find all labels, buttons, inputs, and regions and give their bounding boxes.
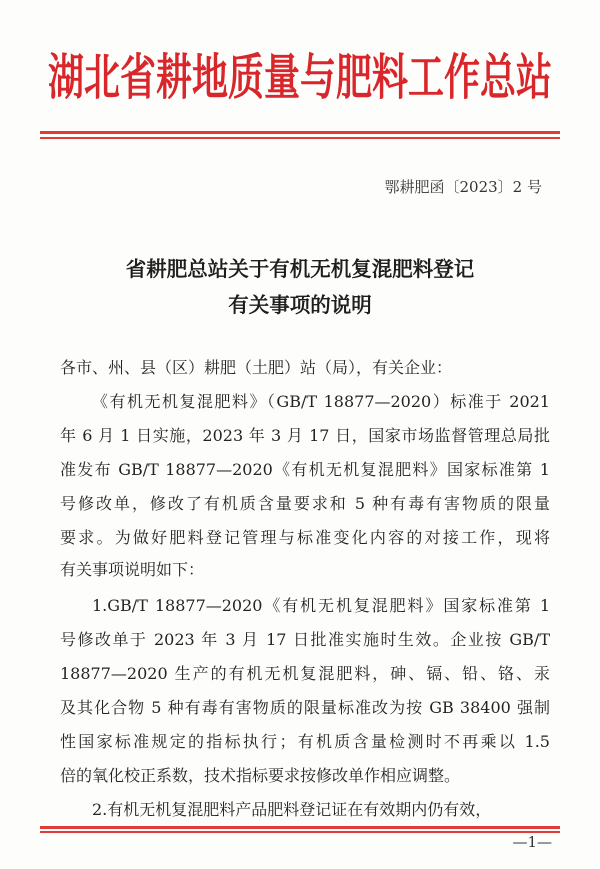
- organization-header: 湖北省耕地质量与肥料工作总站: [47, 50, 552, 107]
- paragraph-3-line: 2.有机无机复混肥料产品肥料登记证在有效期内仍有效，: [92, 800, 492, 819]
- paragraph-1-line: 年 6 月 1 日实施，2023 年 3 月 17 日，国家市场监督管理总局批: [60, 426, 550, 445]
- footer-red-rule-thin: [40, 831, 560, 833]
- footer-red-rule-thick: [40, 826, 560, 829]
- paragraph-2-line: 及其化合物 5 种有毒有害物质的限量标准改为按 GB 38400 强制: [60, 698, 550, 717]
- document-title-line-2: 有关事项的说明: [228, 293, 372, 317]
- paragraph-2-line: 性国家标准规定的指标执行；有机质含量检测时不再乘以 1.5: [60, 732, 550, 751]
- paragraph-1-line: 要求。为做好肥料登记管理与标准变化内容的对接工作，现将: [60, 528, 550, 547]
- paragraph-2-line: 倍的氧化校正系数，技术指标要求按修改单作相应调整。: [60, 766, 461, 785]
- paragraph-1-line: 有关事项说明如下：: [60, 560, 205, 579]
- paragraph-1-line: 号修改单，修改了有机质含量要求和 5 种有毒有害物质的限量: [60, 494, 550, 513]
- paragraph-1-line: 准发布 GB/T 18877—2020《有机无机复混肥料》国家标准第 1: [60, 460, 550, 479]
- paragraph-2-line: 18877—2020 生产的有机无机复混肥料，砷、镉、铅、铬、汞: [60, 664, 550, 683]
- salutation: 各市、州、县（区）耕肥（土肥）站（局），有关企业：: [60, 358, 453, 377]
- paragraph-1-line: 《有机无机复混肥料》（GB/T 18877—2020）标准于 2021: [92, 392, 550, 411]
- header-red-rule-thin: [40, 137, 560, 139]
- page-number: —1—: [512, 833, 552, 851]
- paragraph-2-line: 号修改单于 2023 年 3 月 17 日批准实施时生效。企业按 GB/T: [60, 630, 550, 649]
- header-red-rule-thick: [40, 131, 560, 134]
- paragraph-2-line: 1.GB/T 18877—2020《有机无机复混肥料》国家标准第 1: [92, 596, 550, 615]
- document-title-line-1: 省耕肥总站关于有机无机复混肥料登记: [125, 257, 475, 281]
- document-number: 鄂耕肥函〔2023〕2 号: [384, 178, 542, 196]
